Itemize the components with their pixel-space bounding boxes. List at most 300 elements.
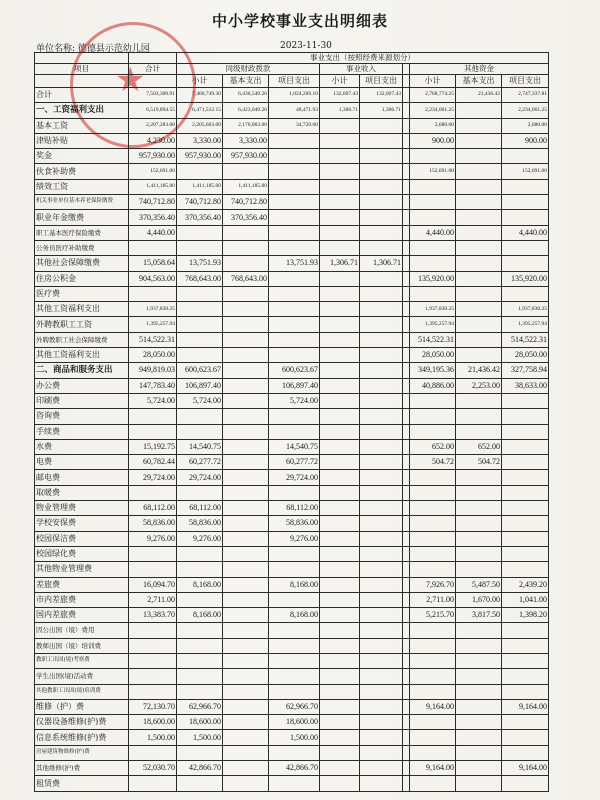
spacer-cell <box>403 88 410 103</box>
cell-oth-small <box>410 730 456 745</box>
cell-oth-basic <box>456 409 502 424</box>
cell-gov-small: 8,168.00 <box>177 577 223 592</box>
cell-biz-small <box>320 439 360 454</box>
cell-gov-basic: 957,930.00 <box>223 149 269 164</box>
cell-oth-proj <box>502 776 549 791</box>
spacer-cell <box>403 133 410 148</box>
cell-biz-proj <box>360 164 403 179</box>
cell-gov-basic <box>223 684 269 699</box>
cell-oth-basic <box>456 164 502 179</box>
row-label: 一、工资福利支出 <box>35 103 129 118</box>
cell-gov-proj <box>269 623 320 638</box>
cell-biz-small <box>320 745 360 760</box>
cell-oth-small <box>410 501 456 516</box>
cell-oth-basic <box>456 424 502 439</box>
cell-gov-small <box>177 302 223 317</box>
spacer-cell <box>403 485 410 500</box>
cell-oth-small: 900.00 <box>410 133 456 148</box>
cell-biz-small <box>320 669 360 684</box>
cell-oth-small: 5,215.70 <box>410 608 456 623</box>
cell-gov-proj <box>269 210 320 225</box>
cell-biz-small <box>320 546 360 561</box>
spacer-cell <box>403 225 410 240</box>
cell-total: 147,783.40 <box>129 378 177 393</box>
cell-gov-proj: 600,623.67 <box>269 363 320 378</box>
cell-oth-small: 1,937,830.25 <box>410 302 456 317</box>
table-row <box>35 240 549 255</box>
cell-oth-basic <box>456 745 502 760</box>
cell-gov-small: 13,751.93 <box>177 256 223 271</box>
cell-biz-proj <box>360 455 403 470</box>
cell-total <box>129 546 177 561</box>
cell-total: 13,383.70 <box>129 608 177 623</box>
header-total: 合计 <box>129 64 177 75</box>
cell-gov-small: 5,724.00 <box>177 393 223 408</box>
cell-total: 1,500.00 <box>129 730 177 745</box>
cell-biz-small <box>320 271 360 286</box>
cell-gov-small: 58,836.00 <box>177 516 223 531</box>
cell-gov-basic <box>223 455 269 470</box>
cell-gov-basic <box>223 745 269 760</box>
cell-gov-proj: 9,276.00 <box>269 531 320 546</box>
row-label: 基本工资 <box>35 118 129 133</box>
cell-gov-small: 1,500.00 <box>177 730 223 745</box>
row-label: 邮电费 <box>35 470 129 485</box>
header-gov-basic: 基本支出 <box>223 75 269 88</box>
cell-oth-basic <box>456 195 502 210</box>
cell-gov-small <box>177 623 223 638</box>
table-row <box>35 164 549 179</box>
table-row <box>35 608 549 623</box>
cell-biz-small <box>320 133 360 148</box>
cell-oth-small: 1,395,257.94 <box>410 317 456 332</box>
cell-oth-basic <box>456 776 502 791</box>
cell-biz-proj <box>360 684 403 699</box>
cell-biz-proj <box>360 286 403 301</box>
cell-gov-basic <box>223 577 269 592</box>
table-row <box>35 286 549 301</box>
cell-oth-proj <box>502 470 549 485</box>
cell-biz-small <box>320 149 360 164</box>
cell-gov-small: 6,471,512.15 <box>177 103 223 118</box>
cell-oth-proj <box>502 546 549 561</box>
cell-oth-proj <box>502 516 549 531</box>
table-row <box>35 546 549 561</box>
cell-biz-small <box>320 653 360 668</box>
cell-oth-basic: 3,817.50 <box>456 608 502 623</box>
cell-gov-basic <box>223 164 269 179</box>
row-label: 国内差旅费 <box>35 608 129 623</box>
cell-oth-small <box>410 684 456 699</box>
row-label: 其他物业管理费 <box>35 562 129 577</box>
cell-biz-small <box>320 302 360 317</box>
cell-total <box>129 240 177 255</box>
table-row <box>35 516 549 531</box>
cell-total: 68,112.00 <box>129 501 177 516</box>
cell-oth-basic <box>456 302 502 317</box>
cell-oth-basic <box>456 271 502 286</box>
table-row <box>35 669 549 684</box>
cell-biz-small <box>320 348 360 363</box>
cell-gov-proj <box>269 776 320 791</box>
cell-oth-small <box>410 485 456 500</box>
cell-biz-small <box>320 317 360 332</box>
cell-gov-small <box>177 669 223 684</box>
cell-gov-proj: 68,112.00 <box>269 501 320 516</box>
cell-oth-basic <box>456 103 502 118</box>
cell-oth-proj <box>502 638 549 653</box>
cell-gov-basic <box>223 470 269 485</box>
cell-oth-small: 4,440.00 <box>410 225 456 240</box>
cell-oth-small <box>410 653 456 668</box>
cell-oth-proj <box>502 455 549 470</box>
cell-oth-proj: 900.00 <box>502 133 549 148</box>
cell-biz-proj <box>360 715 403 730</box>
cell-oth-proj <box>502 393 549 408</box>
cell-gov-small <box>177 592 223 607</box>
cell-oth-small: 152,691.00 <box>410 164 456 179</box>
cell-oth-small <box>410 393 456 408</box>
cell-gov-basic <box>223 286 269 301</box>
table-row <box>35 638 549 653</box>
row-label: 外聘教职工工资 <box>35 317 129 332</box>
document-title: 中小学校事业支出明细表 <box>211 12 388 30</box>
cell-gov-basic <box>223 623 269 638</box>
cell-biz-small <box>320 164 360 179</box>
cell-oth-proj: 514,522.31 <box>502 332 549 347</box>
row-label: 奖金 <box>35 149 129 164</box>
cell-oth-proj <box>502 531 549 546</box>
cell-gov-proj: 48,471.93 <box>269 103 320 118</box>
table-row <box>35 133 549 148</box>
cell-gov-proj <box>269 669 320 684</box>
spacer-cell <box>403 317 410 332</box>
table-row <box>35 501 549 516</box>
cell-oth-proj <box>502 669 549 684</box>
cell-oth-small <box>410 516 456 531</box>
cell-total: 1,395,257.94 <box>129 317 177 332</box>
cell-biz-proj <box>360 302 403 317</box>
header-blank <box>403 75 410 88</box>
cell-oth-proj <box>502 286 549 301</box>
header-other-small: 小计 <box>410 75 456 88</box>
cell-total <box>129 286 177 301</box>
table-row <box>35 195 549 210</box>
cell-total <box>129 623 177 638</box>
cell-oth-small <box>410 424 456 439</box>
spacer-cell <box>403 256 410 271</box>
cell-oth-small <box>410 179 456 194</box>
header-other-group: 其他资金 <box>410 64 549 75</box>
header-other-project: 项目支出 <box>502 75 549 88</box>
row-label: 合计 <box>35 88 129 103</box>
cell-gov-small: 29,724.00 <box>177 470 223 485</box>
cell-gov-basic <box>223 225 269 240</box>
row-label: 其他工资福利支出 <box>35 302 129 317</box>
cell-biz-small <box>320 699 360 714</box>
spacer-cell <box>403 409 410 424</box>
cell-biz-proj <box>360 669 403 684</box>
row-label: 电费 <box>35 455 129 470</box>
cell-gov-proj <box>269 653 320 668</box>
row-label: 手续费 <box>35 424 129 439</box>
table-row <box>35 149 549 164</box>
cell-total: 15,058.64 <box>129 256 177 271</box>
cell-gov-small: 106,897.40 <box>177 378 223 393</box>
cell-gov-small <box>177 286 223 301</box>
cell-gov-proj <box>269 195 320 210</box>
cell-biz-small <box>320 118 360 133</box>
cell-oth-proj: 2,234,061.25 <box>502 103 549 118</box>
spacer-cell <box>403 669 410 684</box>
cell-oth-small <box>410 669 456 684</box>
table-row <box>35 455 549 470</box>
cell-biz-small <box>320 409 360 424</box>
cell-total: 2,207,283.00 <box>129 118 177 133</box>
spacer-cell <box>403 562 410 577</box>
seal-star-icon: ★ <box>115 60 146 100</box>
cell-total: 514,522.31 <box>129 332 177 347</box>
cell-total <box>129 669 177 684</box>
cell-oth-small: 504.72 <box>410 455 456 470</box>
cell-oth-small: 9,164.00 <box>410 699 456 714</box>
cell-gov-proj: 42,866.70 <box>269 761 320 776</box>
cell-gov-proj: 1,024,209.10 <box>269 88 320 103</box>
cell-gov-small: 740,712.80 <box>177 195 223 210</box>
cell-total <box>129 684 177 699</box>
table-row <box>35 531 549 546</box>
cell-oth-small: 2,711.00 <box>410 592 456 607</box>
spacer-cell <box>403 103 410 118</box>
cell-oth-small: 9,164.00 <box>410 761 456 776</box>
cell-gov-small <box>177 684 223 699</box>
cell-oth-basic <box>456 516 502 531</box>
row-label: 职业年金缴费 <box>35 210 129 225</box>
cell-oth-basic <box>456 501 502 516</box>
table-body <box>35 53 549 792</box>
cell-gov-basic <box>223 363 269 378</box>
cell-total: 1,937,830.25 <box>129 302 177 317</box>
cell-biz-proj <box>360 378 403 393</box>
cell-oth-proj: 1,937,830.25 <box>502 302 549 317</box>
cell-biz-small <box>320 240 360 255</box>
row-label: 伙食补助费 <box>35 164 129 179</box>
cell-oth-small: 135,920.00 <box>410 271 456 286</box>
cell-gov-proj <box>269 149 320 164</box>
spacer-cell <box>403 271 410 286</box>
cell-oth-proj: 1,395,257.94 <box>502 317 549 332</box>
row-label: 差旅费 <box>35 577 129 592</box>
cell-oth-basic <box>456 149 502 164</box>
spacer-cell <box>403 332 410 347</box>
cell-biz-proj <box>360 393 403 408</box>
row-label: 校园绿化费 <box>35 546 129 561</box>
cell-gov-proj: 29,724.00 <box>269 470 320 485</box>
cell-biz-proj <box>360 776 403 791</box>
cell-oth-small <box>410 531 456 546</box>
cell-gov-basic <box>223 485 269 500</box>
cell-gov-proj <box>269 302 320 317</box>
header-biz-project: 项目支出 <box>360 75 403 88</box>
table-row <box>35 485 549 500</box>
spacer-cell <box>403 638 410 653</box>
cell-biz-small <box>320 210 360 225</box>
row-label: 信息系统维修(护)费 <box>35 730 129 745</box>
cell-gov-basic <box>223 409 269 424</box>
spacer-cell <box>403 302 410 317</box>
cell-biz-proj <box>360 592 403 607</box>
cell-oth-small <box>410 149 456 164</box>
cell-gov-small: 42,866.70 <box>177 761 223 776</box>
spacer-cell <box>403 363 410 378</box>
spacer-cell <box>403 149 410 164</box>
cell-oth-basic <box>456 684 502 699</box>
cell-biz-small <box>320 485 360 500</box>
row-label: 取暖费 <box>35 485 129 500</box>
cell-oth-basic <box>456 332 502 347</box>
cell-total: 2,711.00 <box>129 592 177 607</box>
cell-gov-small: 18,600.00 <box>177 715 223 730</box>
cell-gov-small <box>177 164 223 179</box>
cell-oth-small: 652.00 <box>410 439 456 454</box>
cell-biz-small <box>320 562 360 577</box>
cell-total: 58,836.00 <box>129 516 177 531</box>
cell-biz-small <box>320 715 360 730</box>
spacer-cell <box>403 240 410 255</box>
row-label: 其他教职工出国(境)培训费 <box>35 684 129 699</box>
cell-oth-small: 514,522.31 <box>410 332 456 347</box>
row-label: 租赁费 <box>35 776 129 791</box>
cell-biz-proj <box>360 761 403 776</box>
cell-oth-small <box>410 562 456 577</box>
cell-oth-proj <box>502 562 549 577</box>
cell-gov-basic <box>223 256 269 271</box>
cell-gov-small <box>177 332 223 347</box>
cell-gov-small <box>177 638 223 653</box>
cell-biz-proj <box>360 424 403 439</box>
header-row-groups <box>35 64 549 75</box>
cell-oth-small: 2,768,774.25 <box>410 88 456 103</box>
spacer-cell <box>403 378 410 393</box>
cell-total <box>129 485 177 500</box>
row-label: 其他社会保障缴费 <box>35 256 129 271</box>
cell-oth-basic <box>456 653 502 668</box>
cell-biz-small: 1,306.71 <box>320 103 360 118</box>
table-row <box>35 409 549 424</box>
cell-oth-basic <box>456 118 502 133</box>
cell-oth-basic <box>456 638 502 653</box>
cell-biz-proj <box>360 149 403 164</box>
cell-oth-proj <box>502 745 549 760</box>
cell-gov-proj <box>269 409 320 424</box>
spacer-cell <box>403 745 410 760</box>
cell-oth-basic <box>456 531 502 546</box>
cell-oth-proj <box>502 256 549 271</box>
row-label: 绩效工资 <box>35 179 129 194</box>
table-row <box>35 256 549 271</box>
cell-biz-small <box>320 608 360 623</box>
row-label: 校园保洁费 <box>35 531 129 546</box>
cell-oth-basic: 504.72 <box>456 455 502 470</box>
table-row <box>35 424 549 439</box>
cell-biz-proj <box>360 225 403 240</box>
cell-gov-proj: 60,277.72 <box>269 455 320 470</box>
cell-total: 904,563.00 <box>129 271 177 286</box>
row-label: 二、商品和服务支出 <box>35 363 129 378</box>
cell-total: 370,356.40 <box>129 210 177 225</box>
row-label: 医疗费 <box>35 286 129 301</box>
header-blank <box>129 53 177 64</box>
cell-gov-proj: 62,966.70 <box>269 699 320 714</box>
cell-total: 957,930.00 <box>129 149 177 164</box>
cell-oth-proj <box>502 623 549 638</box>
row-label: 津贴补贴 <box>35 133 129 148</box>
cell-oth-proj: 152,691.00 <box>502 164 549 179</box>
cell-oth-proj <box>502 684 549 699</box>
header-item: 项目 <box>35 64 129 75</box>
cell-biz-proj <box>360 210 403 225</box>
header-biz-small: 小计 <box>320 75 360 88</box>
header-blank <box>35 75 129 88</box>
cell-gov-basic <box>223 302 269 317</box>
cell-biz-small <box>320 516 360 531</box>
cell-total: 4,230.00 <box>129 133 177 148</box>
cell-oth-proj <box>502 653 549 668</box>
cell-oth-basic <box>456 348 502 363</box>
table-row <box>35 103 549 118</box>
cell-gov-small: 3,330.00 <box>177 133 223 148</box>
cell-biz-small <box>320 195 360 210</box>
cell-gov-small: 62,966.70 <box>177 699 223 714</box>
cell-oth-proj <box>502 210 549 225</box>
cell-biz-proj <box>360 516 403 531</box>
cell-gov-proj <box>269 745 320 760</box>
cell-biz-proj <box>360 745 403 760</box>
row-label: 职工基本医疗保险缴费 <box>35 225 129 240</box>
cell-gov-basic <box>223 715 269 730</box>
unit-name-label: 单位名称: 德德县示范幼儿园 <box>36 44 150 54</box>
spacer-cell <box>403 699 410 714</box>
cell-oth-proj <box>502 439 549 454</box>
cell-oth-proj: 38,633.00 <box>502 378 549 393</box>
cell-biz-proj <box>360 608 403 623</box>
cell-biz-proj <box>360 730 403 745</box>
cell-gov-small: 2,205,603.00 <box>177 118 223 133</box>
cell-oth-proj: 1,041.00 <box>502 592 549 607</box>
header-row-top <box>35 53 549 64</box>
spacer-cell <box>403 730 410 745</box>
header-row-sub <box>35 75 549 88</box>
cell-gov-basic: 3,330.00 <box>223 133 269 148</box>
cell-total: 6,519,894.55 <box>129 103 177 118</box>
row-label: 仪器设备维修(护)费 <box>35 715 129 730</box>
cell-biz-proj <box>360 546 403 561</box>
cell-biz-small <box>320 455 360 470</box>
report-date: 2023-11-30 <box>280 41 332 51</box>
cell-biz-proj <box>360 485 403 500</box>
cell-total: 18,600.00 <box>129 715 177 730</box>
cell-oth-proj <box>502 179 549 194</box>
row-label: 物业管理费 <box>35 501 129 516</box>
cell-oth-basic <box>456 393 502 408</box>
row-label: 教师出国（境）培训费 <box>35 638 129 653</box>
cell-total: 60,782.44 <box>129 455 177 470</box>
cell-oth-small <box>410 210 456 225</box>
cell-biz-proj <box>360 470 403 485</box>
spacer-cell <box>403 623 410 638</box>
cell-oth-basic <box>456 286 502 301</box>
row-label: 水费 <box>35 439 129 454</box>
